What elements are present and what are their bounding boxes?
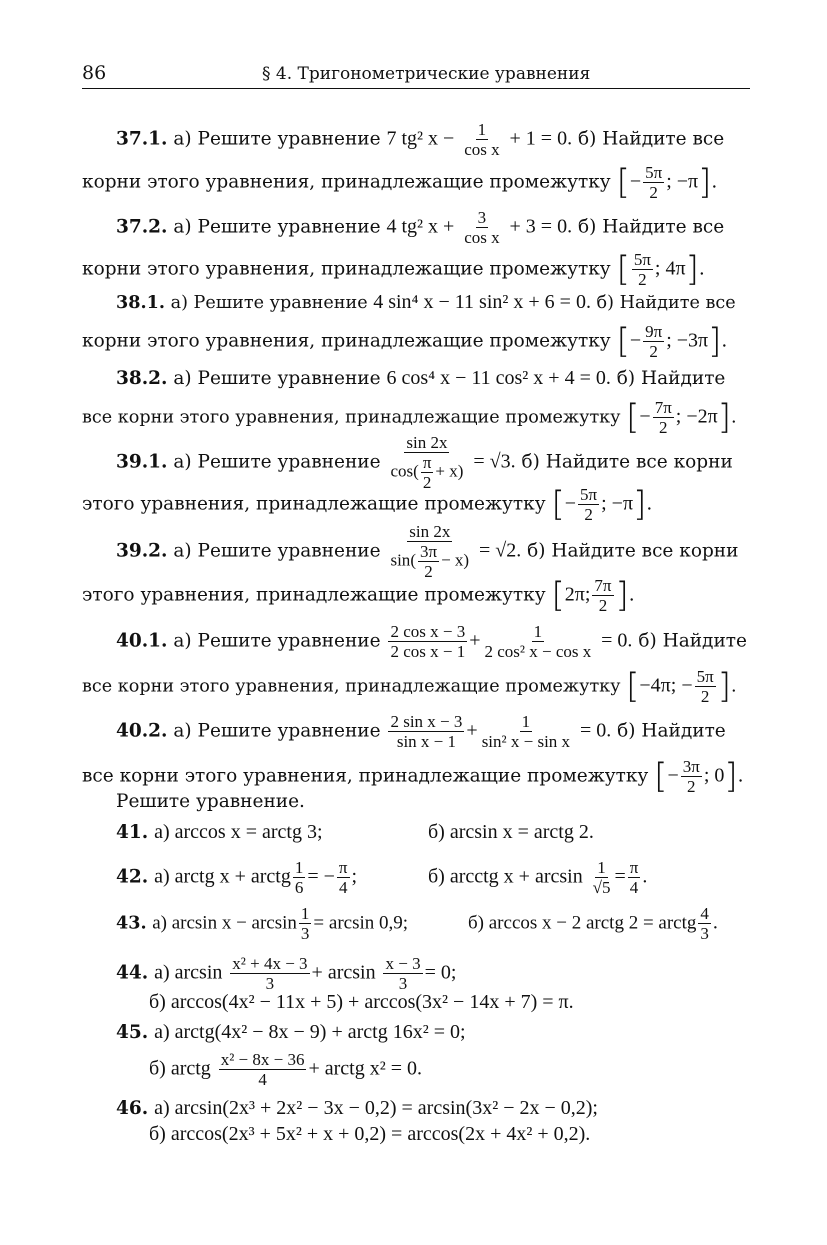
problem-37-2-line2: корни этого уравнения, принадлежащие промежутку [ $\frac{5\pi}{2}$ ; 4π]. (82, 249, 705, 290)
problem-38-2-line2: все корни этого уравнения, принадлежащие промежутку [− $\frac{7\pi}{2}$ ; −2π]. (82, 397, 737, 438)
problem-43: 43. а) arcsin x − arcsin $\frac{1}{3}$ = arcsin 0,9; б) arccos x − 2 arctg 2 = arctg $\frac{4}{3}$ . (116, 904, 718, 943)
problem-46-b: б) arccos(2x³ + 5x² + x + 0,2) = arccos(2x + 4x² + 0,2). (149, 1123, 591, 1145)
page-header (82, 62, 750, 89)
problem-45-b: б) arctg $\frac{\text{x² − 8x − 36}}{4}$ + arctg x² = 0. (149, 1050, 423, 1089)
problem-41: 41. а) arccos x = arctg 3; б) arcsin x = arctg 2. (116, 821, 594, 843)
problem-39-1-line2: этого уравнения, принадлежащие промежутку [− $\frac{5\pi}{2}$ ; −π]. (82, 484, 653, 525)
problem-38-2: 38.2. а) Решите уравнение 6 cos⁴ x − 11 cos² x + 4 = 0. б) Найдите (116, 367, 726, 389)
problem-37-2: 37.2. а) Решите уравнение 4 tg² x + $\frac{3}{\text{cos x}}$ + 3 = 0. б) Найдите все (116, 208, 725, 247)
problem-44-b: б) arccos(4x² − 11x + 5) + arccos(3x² − 14x + 7) = π. (149, 991, 574, 1013)
problem-39-2: 39.2. а) Решите уравнение sin 2x sin( $\frac{3\pi}{2}$ − x) = √2. б) Найдите все корни (116, 522, 739, 581)
problem-40-1-line2: все корни этого уравнения, принадлежащие промежутку [−4π; − $\frac{5\pi}{2}$ ]. (82, 666, 737, 707)
problem-40-2-line2: все корни этого уравнения, принадлежащие промежутку [− $\frac{3\pi}{2}$ ; 0]. (82, 756, 744, 797)
problem-38-1-line2: корни этого уравнения, принадлежащие промежутку [− $\frac{9\pi}{2}$ ; −3π]. (82, 321, 728, 362)
problem-46: 46. а) arcsin(2x³ + 2x² − 3x − 0,2) = arcsin(3x² − 2x − 0,2); (116, 1097, 598, 1119)
problem-39-2-line2: этого уравнения, принадлежащие промежутку [2π; $\frac{7\pi}{2}$ ]. (82, 575, 635, 616)
problem-42: 42. а) arctg x + arctg $\frac{1}{6}$ = − $\frac{\pi}{4}$ ; б) arcctg x + arcsin $\frac{1}{√5}$ = $\frac{\pi}{4}$ . (116, 858, 648, 897)
problem-45: 45. а) arctg(4x² − 8x − 9) + arctg 16x² = 0; (116, 1021, 466, 1043)
problem-40-1: 40.1. а) Решите уравнение $\frac{\text{2 cos x − 3}}{\text{2 cos x − 1}}$ + $\frac{1}{\text{2 cos² x − cos x}}$ = 0. б) Найдите (116, 622, 747, 661)
solve-label: Решите уравнение. (116, 791, 305, 812)
section-title: § 4. Тригонометрические уравнения (262, 64, 591, 84)
problem-40-2: 40.2. а) Решите уравнение $\frac{\text{2 sin x − 3}}{\text{sin x − 1}}$ + $\frac{1}{\text{sin² x − sin x}}$ = 0. б) Найдите (116, 712, 726, 751)
page-number: 86 (82, 62, 107, 84)
problem-44: 44. а) arcsin $\frac{\text{x² + 4x − 3}}{3}$ + arcsin $\frac{x - 3}{3}$ = 0; (116, 954, 457, 993)
problem-37-1: 37.1. а) Решите уравнение 7 tg² x − $\frac{1}{\text{cos x}}$ + 1 = 0. б) Найдите все (116, 120, 725, 159)
problem-38-1: 38.1. а) Решите уравнение 4 sin⁴ x − 11 sin² x + 6 = 0. б) Найдите все (116, 291, 736, 313)
problem-39-1: 39.1. а) Решите уравнение sin 2x cos( $\frac{\pi}{2}$ + x) = √3. б) Найдите все корни (116, 433, 733, 492)
problem-37-1-line2: корни этого уравнения, принадлежащие промежутку [− $\frac{5\pi}{2}$ ; −π]. (82, 162, 718, 203)
